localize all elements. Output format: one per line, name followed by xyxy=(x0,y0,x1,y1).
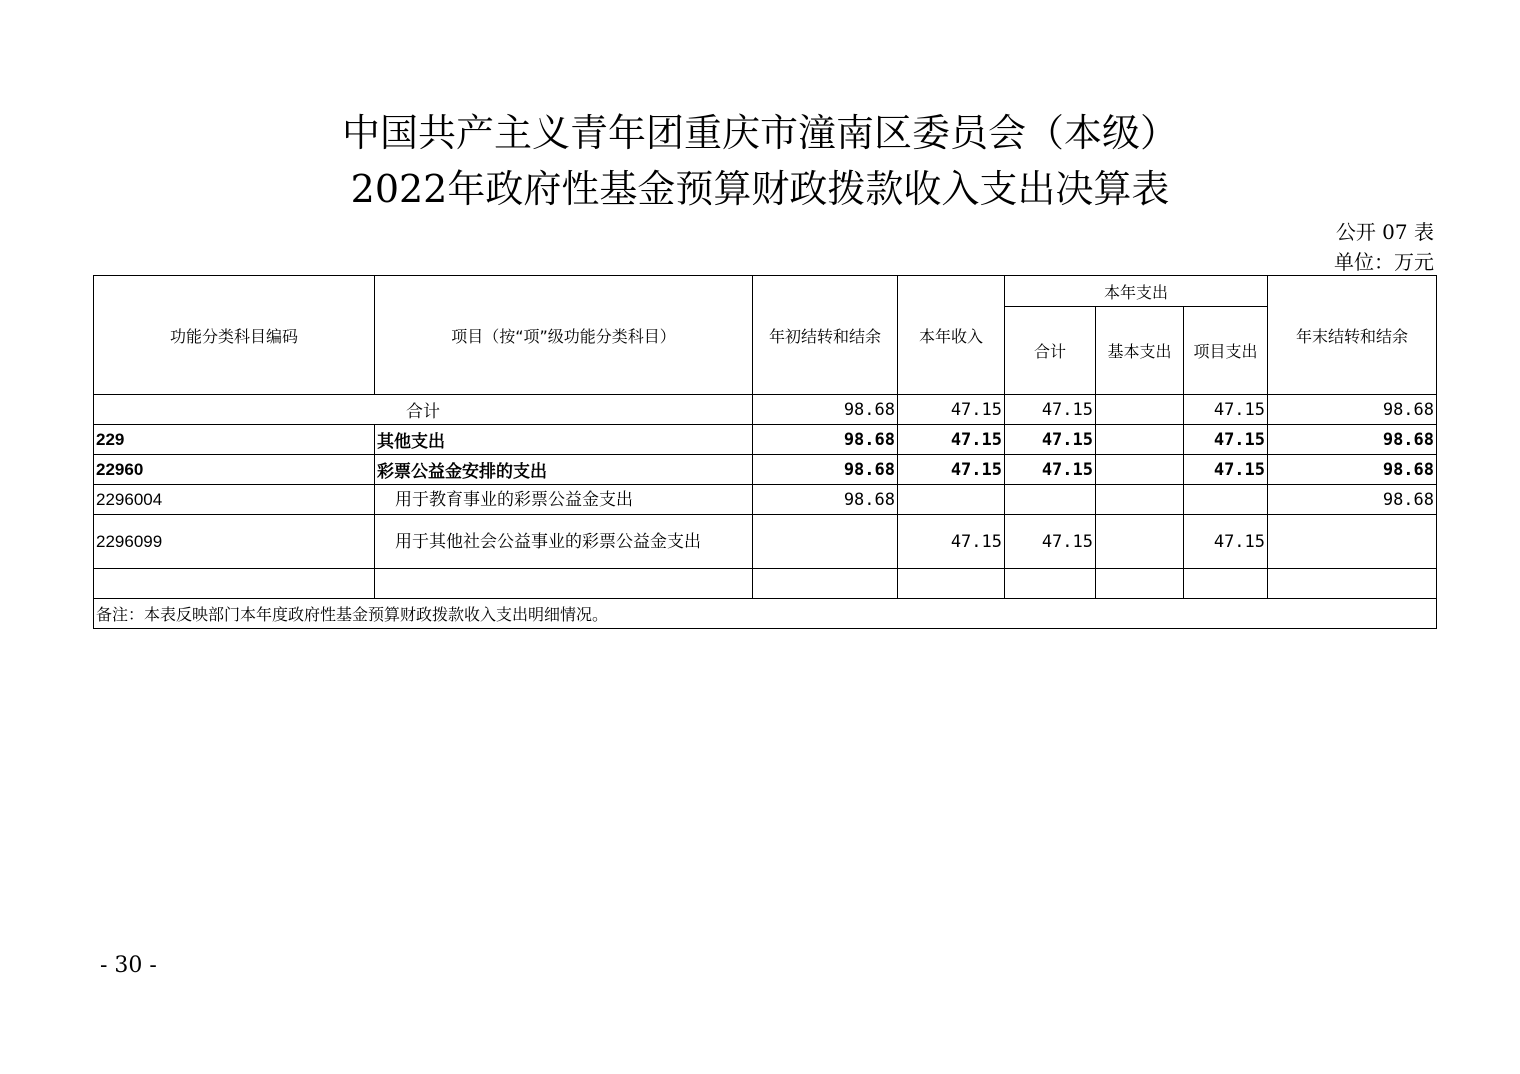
page-number: - 30 - xyxy=(100,953,157,978)
empty-row xyxy=(94,569,1437,599)
table-row xyxy=(94,455,1437,485)
empty-cell xyxy=(753,569,898,599)
row-expense-project xyxy=(1184,485,1268,515)
header-income: 本年收入 xyxy=(898,276,1005,395)
row-income: 47.15 xyxy=(898,425,1005,455)
note-row xyxy=(94,599,1437,629)
row-expense-total: 47.15 xyxy=(1005,455,1096,485)
total-end-balance: 98.68 xyxy=(1268,395,1437,425)
row-income: 47.15 xyxy=(898,455,1005,485)
total-begin-balance: 98.68 xyxy=(753,395,898,425)
row-end-balance xyxy=(1268,515,1437,569)
row-code: 22960 xyxy=(94,455,375,485)
row-expense-total xyxy=(1005,485,1096,515)
row-begin-balance xyxy=(753,515,898,569)
header-end-balance: 年末结转和结余 xyxy=(1268,276,1437,395)
total-income: 47.15 xyxy=(898,395,1005,425)
row-expense-project: 47.15 xyxy=(1184,455,1268,485)
row-expense-basic xyxy=(1096,455,1184,485)
table-row xyxy=(94,425,1437,455)
row-name: 其他支出 xyxy=(375,425,753,455)
empty-cell xyxy=(1184,569,1268,599)
header-expense-project: 项目支出 xyxy=(1184,307,1268,395)
empty-cell xyxy=(1268,569,1437,599)
total-expense-total: 47.15 xyxy=(1005,395,1096,425)
unit-label: 单位：万元 xyxy=(1334,250,1434,274)
header-expense-total: 合计 xyxy=(1005,307,1096,395)
total-expense-basic xyxy=(1096,395,1184,425)
row-begin-balance: 98.68 xyxy=(753,425,898,455)
row-expense-total: 47.15 xyxy=(1005,425,1096,455)
row-expense-basic xyxy=(1096,425,1184,455)
row-expense-basic xyxy=(1096,485,1184,515)
total-expense-project: 47.15 xyxy=(1184,395,1268,425)
row-name: 彩票公益金安排的支出 xyxy=(375,455,753,485)
row-end-balance: 98.68 xyxy=(1268,485,1437,515)
row-name: 用于教育事业的彩票公益金支出 xyxy=(375,485,753,515)
row-begin-balance: 98.68 xyxy=(753,485,898,515)
row-code: 229 xyxy=(94,425,375,455)
row-end-balance: 98.68 xyxy=(1268,425,1437,455)
empty-cell xyxy=(898,569,1005,599)
table-row xyxy=(94,515,1437,569)
row-expense-total: 47.15 xyxy=(1005,515,1096,569)
table-note: 备注：本表反映部门本年度政府性基金预算财政拨款收入支出明细情况。 xyxy=(94,599,1437,629)
empty-cell xyxy=(94,569,375,599)
form-number: 公开 07 表 xyxy=(1335,220,1434,244)
empty-cell xyxy=(375,569,753,599)
header-begin-balance: 年初结转和结余 xyxy=(753,276,898,395)
row-code: 2296099 xyxy=(94,515,375,569)
row-begin-balance: 98.68 xyxy=(753,455,898,485)
empty-cell xyxy=(1005,569,1096,599)
row-income xyxy=(898,485,1005,515)
header-expense-group: 本年支出 xyxy=(1005,276,1268,307)
document-title-line1: 中国共产主义青年团重庆市潼南区委员会（本级） xyxy=(341,111,1178,155)
row-end-balance: 98.68 xyxy=(1268,455,1437,485)
row-expense-project: 47.15 xyxy=(1184,425,1268,455)
header-row-1 xyxy=(94,276,1437,307)
header-item: 项目（按“项”级功能分类科目） xyxy=(375,276,753,395)
total-row xyxy=(94,395,1437,425)
total-label: 合计 xyxy=(94,395,753,425)
row-name: 用于其他社会公益事业的彩票公益金支出 xyxy=(375,515,753,569)
header-code: 功能分类科目编码 xyxy=(94,276,375,395)
document-title-line2: 2022年政府性基金预算财政拨款收入支出决算表 xyxy=(350,167,1170,211)
header-expense-basic: 基本支出 xyxy=(1096,307,1184,395)
row-income: 47.15 xyxy=(898,515,1005,569)
empty-cell xyxy=(1096,569,1184,599)
budget-table xyxy=(93,275,1437,629)
table-row xyxy=(94,485,1437,515)
row-expense-basic xyxy=(1096,515,1184,569)
row-expense-project: 47.15 xyxy=(1184,515,1268,569)
row-code: 2296004 xyxy=(94,485,375,515)
